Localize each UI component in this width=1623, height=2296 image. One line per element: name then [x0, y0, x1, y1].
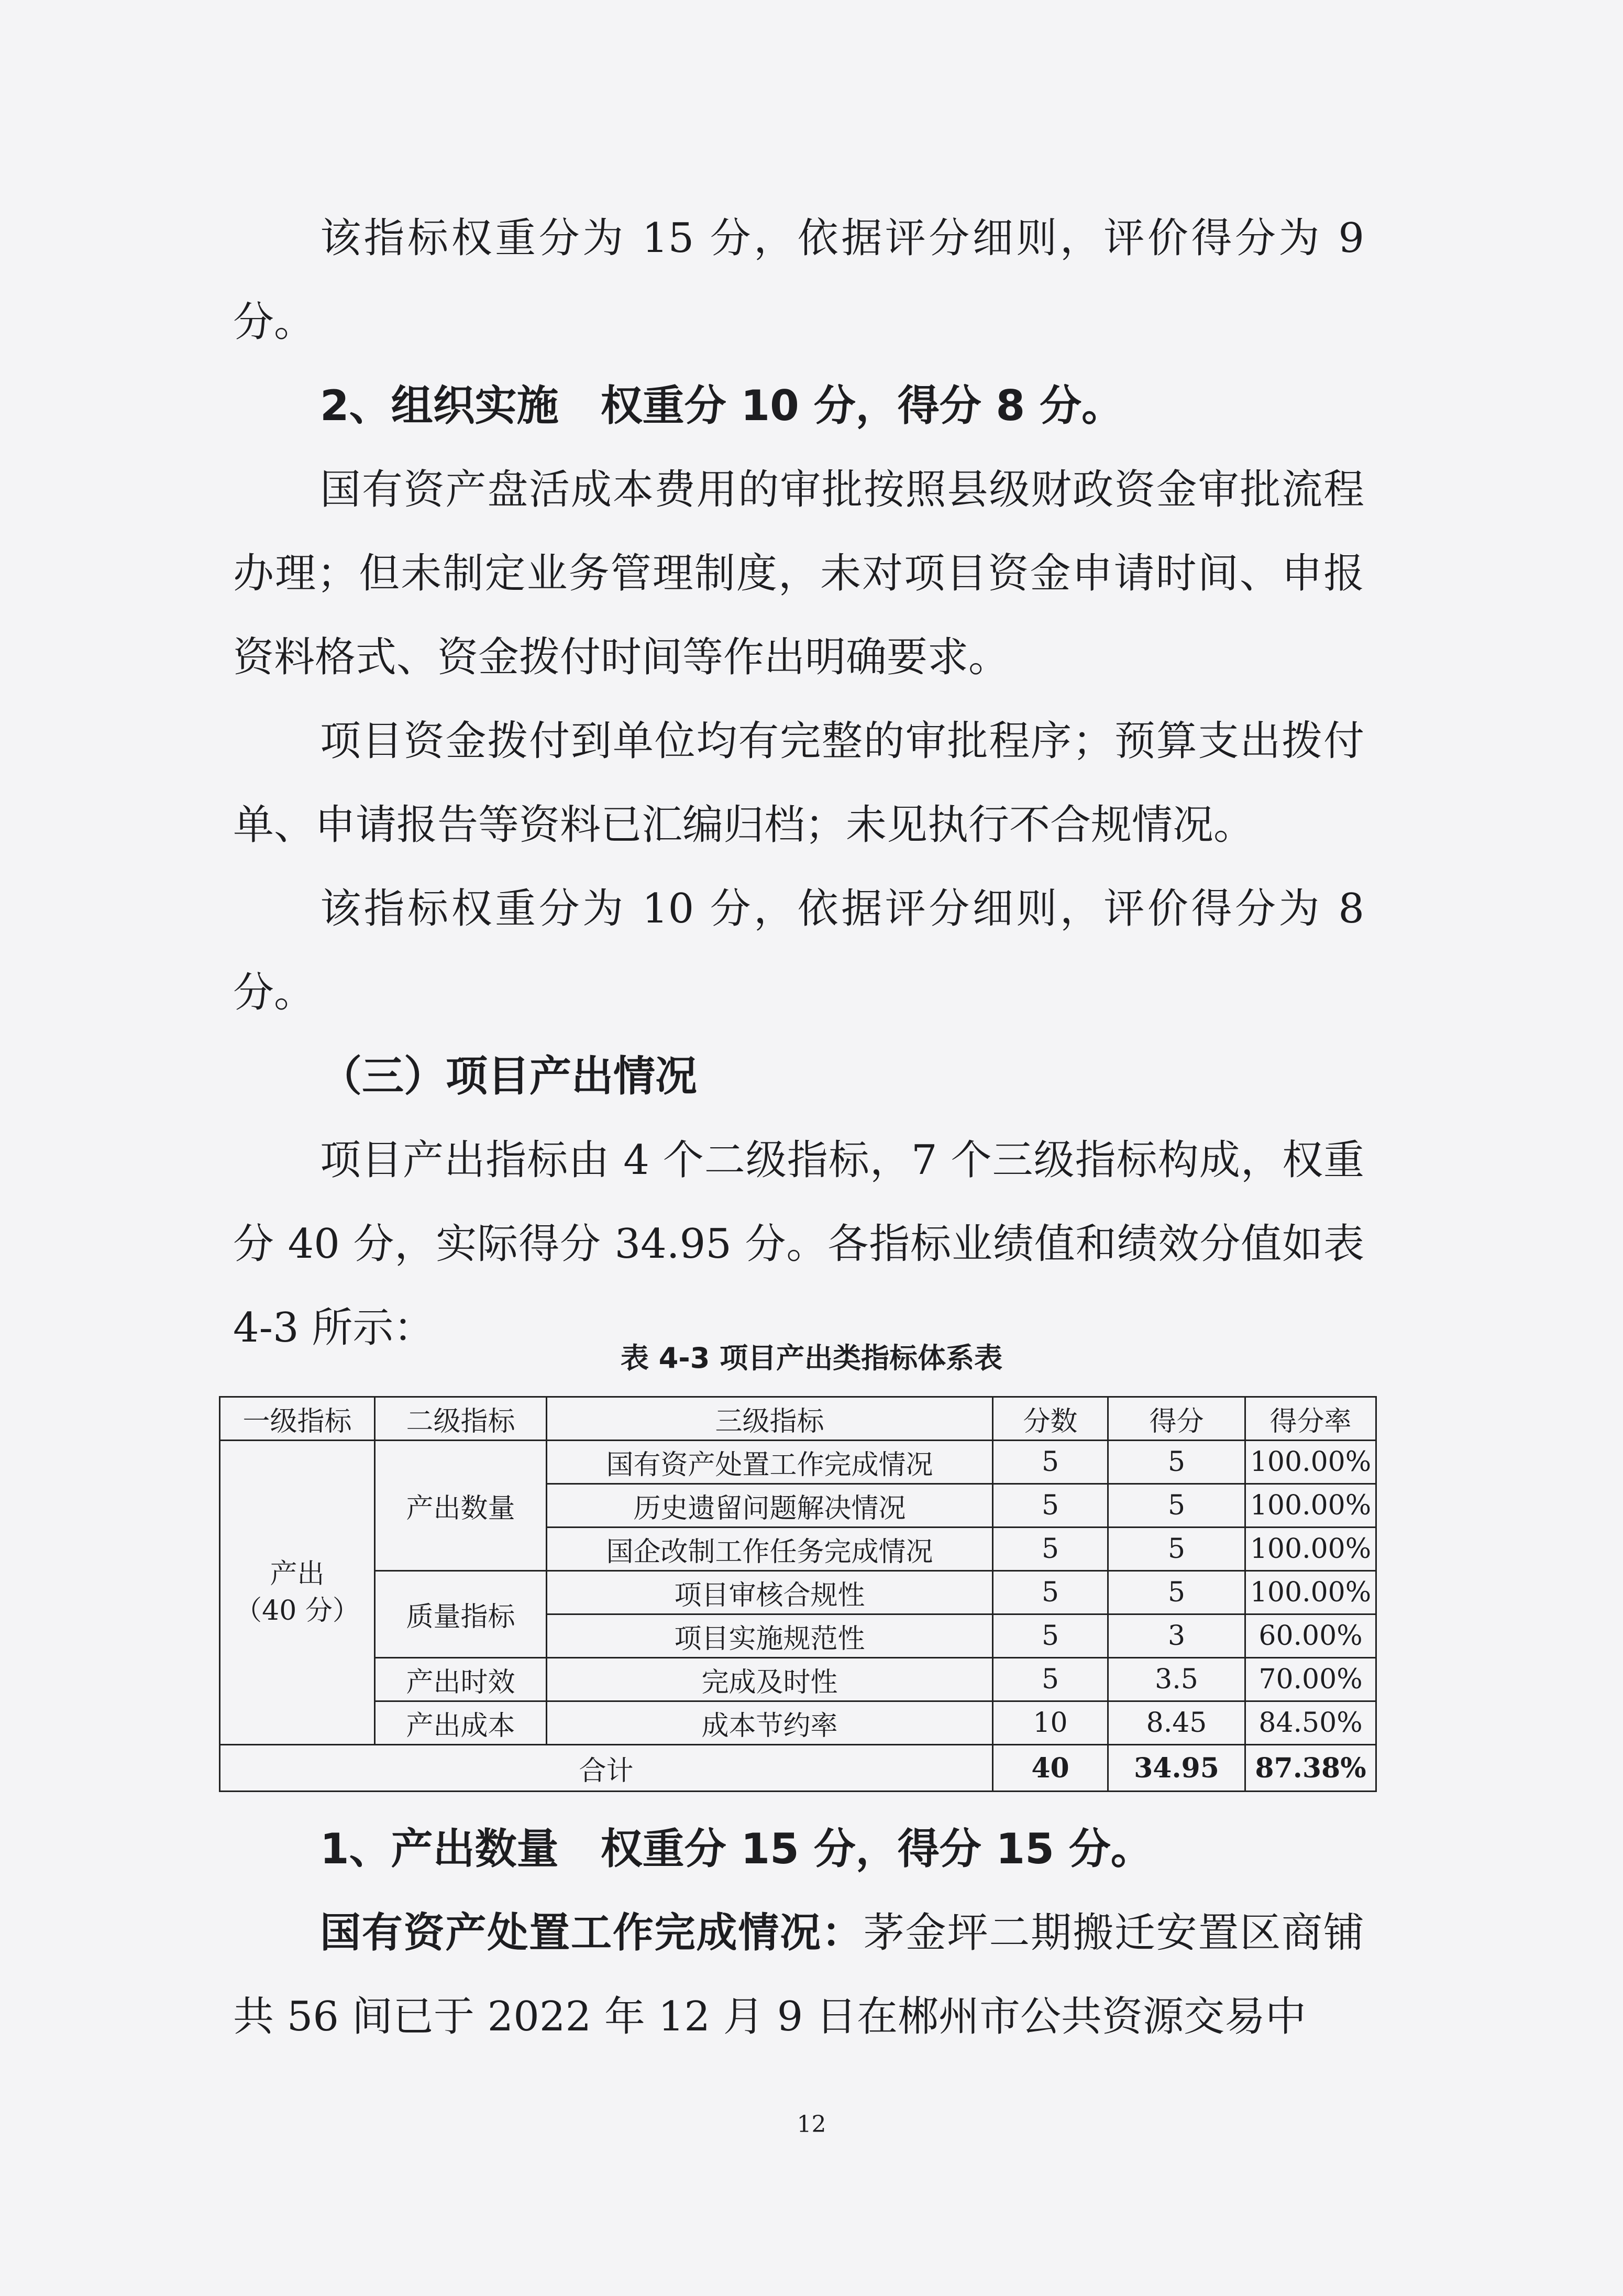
got-cell: 5 — [1108, 1571, 1245, 1614]
score-cell: 5 — [993, 1528, 1108, 1571]
table-caption: 表 4-3 项目产出类指标体系表 — [620, 1342, 1003, 1375]
score-cell: 5 — [993, 1484, 1108, 1528]
item-cell: 项目实施规范性 — [547, 1614, 993, 1658]
level2-cell: 产出数量 — [375, 1441, 547, 1571]
got-cell: 5 — [1108, 1484, 1245, 1528]
heading-score: 权重分 10 分，得分 8 分。 — [600, 381, 1124, 430]
output-indicator-table — [219, 1396, 1377, 1792]
got-cell: 3.5 — [1108, 1658, 1245, 1701]
score-cell: 5 — [993, 1658, 1108, 1701]
header-score: 分数 — [993, 1397, 1108, 1441]
paragraph-disposal — [233, 1891, 1364, 2059]
got-cell: 5 — [1108, 1528, 1245, 1571]
item-cell: 成本节约率 — [547, 1701, 993, 1745]
paragraph-score-1: 该指标权重分为 15 分，依据评分细则，评价得分为 9 分。 — [233, 215, 1364, 346]
paragraph-funding: 项目资金拨付到单位均有完整的审批程序；预算支出拨付单、申请报告等资料已汇编归档；未见执行不合规情况。 — [233, 718, 1364, 849]
section-heading-organization — [320, 364, 1123, 448]
item-cell: 国企改制工作任务完成情况 — [547, 1528, 993, 1571]
level2-cell: 质量指标 — [375, 1571, 547, 1658]
score-cell: 5 — [993, 1614, 1108, 1658]
score-cell: 5 — [993, 1571, 1108, 1614]
header-rate: 得分率 — [1245, 1397, 1376, 1441]
got-cell: 5 — [1108, 1441, 1245, 1484]
total-rate: 87.38% — [1245, 1745, 1376, 1792]
paragraph-output-summary: 项目产出指标由 4 个二级指标，7 个三级指标构成，权重分 40 分，实际得分 34.95 分。各指标业绩值和绩效分值如表 4-3 所示： — [233, 1137, 1364, 1352]
total-got: 34.95 — [1108, 1745, 1245, 1792]
rate-cell: 84.50% — [1245, 1701, 1376, 1745]
header-level3: 三级指标 — [547, 1397, 993, 1441]
level2-cell: 产出时效 — [375, 1658, 547, 1701]
item-cell: 历史遗留问题解决情况 — [547, 1484, 993, 1528]
header-got: 得分 — [1108, 1397, 1245, 1441]
table-row — [220, 1571, 1376, 1614]
score-cell: 5 — [993, 1441, 1108, 1484]
paragraph-lead: 国有资产处置工作完成情况： — [320, 1909, 864, 1957]
rate-cell: 100.00% — [1245, 1571, 1376, 1614]
rate-cell: 70.00% — [1245, 1658, 1376, 1701]
total-row — [220, 1745, 1376, 1792]
rate-cell: 60.00% — [1245, 1614, 1376, 1658]
rate-cell: 100.00% — [1245, 1528, 1376, 1571]
paragraph-body: 茅金坪二期搬迁安置区商铺共 56 间已于 2022 年 12 月 9 日在郴州市公共资源交易中 — [233, 1909, 1364, 2040]
item-cell: 项目审核合规性 — [547, 1571, 993, 1614]
got-cell: 8.45 — [1108, 1701, 1245, 1745]
section-heading-output-quantity — [320, 1807, 1153, 1891]
item-cell: 国有资产处置工作完成情况 — [547, 1441, 993, 1484]
got-cell: 3 — [1108, 1614, 1245, 1658]
heading-title: 2、组织实施 — [320, 381, 559, 430]
page-number: 12 — [797, 2111, 826, 2138]
heading-title: 1、产出数量 — [320, 1825, 559, 1873]
header-level2: 二级指标 — [375, 1397, 547, 1441]
table-row — [220, 1658, 1376, 1701]
table-header-row — [220, 1397, 1376, 1441]
rate-cell: 100.00% — [1245, 1441, 1376, 1484]
table-row — [220, 1701, 1376, 1745]
table-row — [220, 1441, 1376, 1484]
header-level1: 一级指标 — [220, 1397, 375, 1441]
level2-cell: 产出成本 — [375, 1701, 547, 1745]
item-cell: 完成及时性 — [547, 1658, 993, 1701]
total-label: 合计 — [220, 1745, 993, 1792]
heading-score: 权重分 15 分，得分 15 分。 — [600, 1825, 1153, 1873]
total-score: 40 — [993, 1745, 1108, 1792]
paragraph-score-2: 该指标权重分为 10 分，依据评分细则，评价得分为 8 分。 — [233, 885, 1364, 1016]
section-heading-output: （三）项目产出情况 — [320, 1052, 697, 1101]
rate-cell: 100.00% — [1245, 1484, 1376, 1528]
paragraph-approval: 国有资产盘活成本费用的审批按照县级财政资金审批流程办理；但未制定业务管理制度，未对项目资金申请时间、申报资料格式、资金拨付时间等作出明确要求。 — [233, 466, 1364, 681]
score-cell: 10 — [993, 1701, 1108, 1745]
level1-cell: 产出 （40 分） — [220, 1441, 375, 1745]
